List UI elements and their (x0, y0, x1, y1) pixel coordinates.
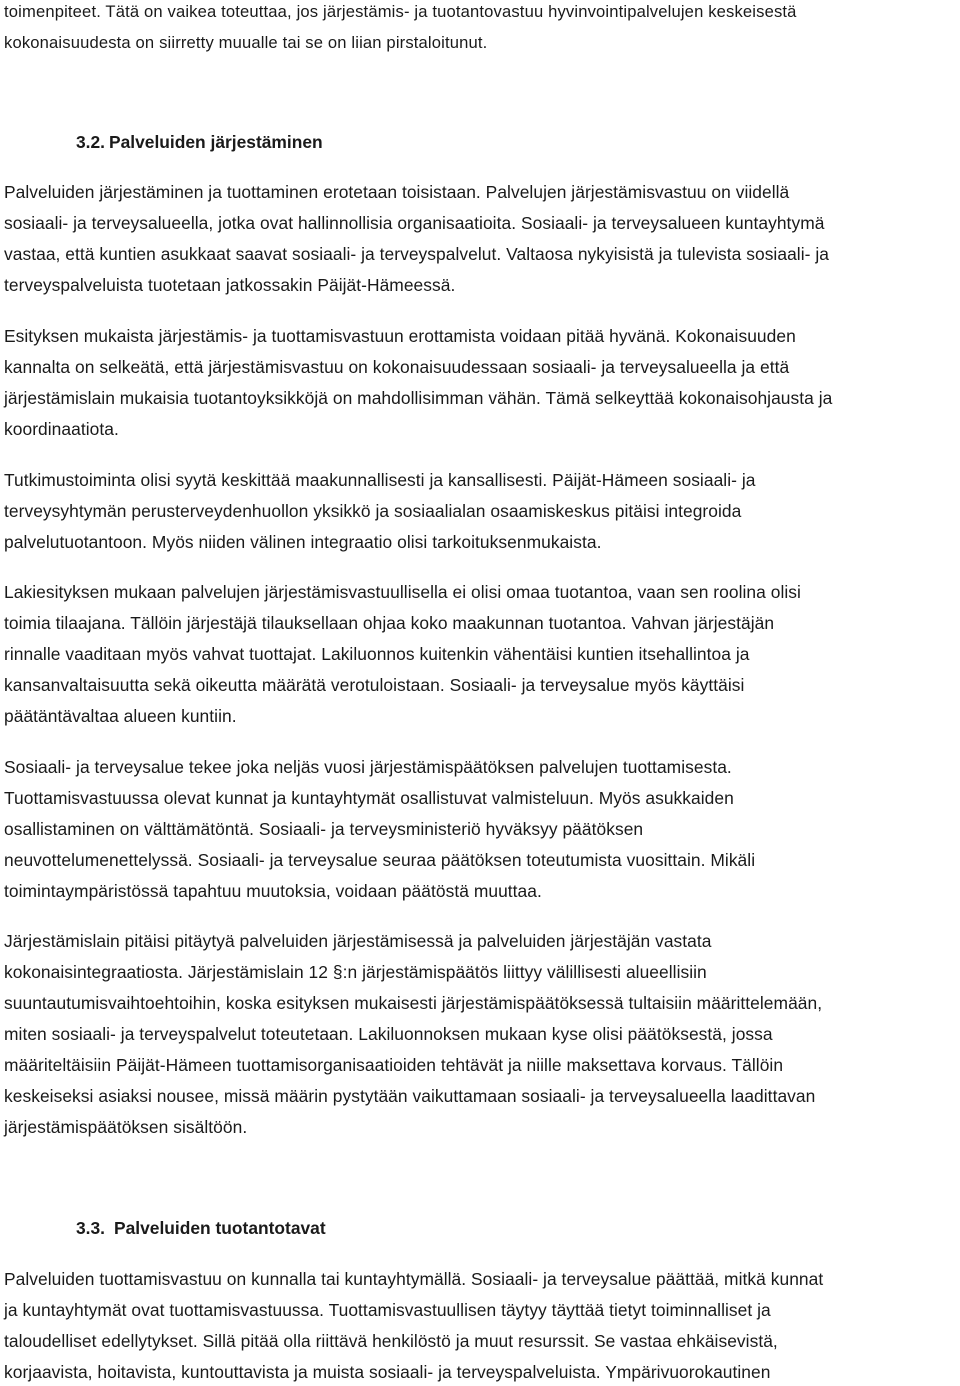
paragraph-line: Tutkimustoiminta olisi syytä keskittää maakunnallisesti ja kansallisesti. Päijät-Hämeen sosiaali- ja (4, 470, 756, 490)
paragraph-line: suuntautumisvaihtoehtoihin, koska esityksen mukaisesti järjestämispäätöksessä tultaisiin määrittelemään, (4, 993, 823, 1013)
paragraph-line: Esityksen mukaista järjestämis- ja tuottamisvastuun erottamista voidaan pitää hyvänä. Kokonaisuuden (4, 326, 796, 346)
paragraph-line: palvelutuotantoon. Myös niiden välinen integraatio olisi tarkoituksenmukaista. (4, 532, 602, 552)
paragraph-line: päätäntävaltaa alueen kuntiin. (4, 706, 237, 726)
paragraph-line: vastaa, että kuntien asukkaat saavat sosiaali- ja terveyspalvelut. Valtaosa nykyisistä ja tulevista sosiaali- ja (4, 244, 829, 264)
paragraph-line: rinnalle vaaditaan myös vahvat tuottajat. Lakiluonnos kuitenkin vähentäisi kuntien itsehallintoa ja (4, 644, 750, 664)
paragraph-line: määriteltäisiin Päijät-Hämeen tuottamisorganisaatioiden tehtävät ja niille maksettava korvaus. Tällöin (4, 1055, 784, 1075)
paragraph-line: Tuottamisvastuussa olevat kunnat ja kuntayhtymät osallistuvat valmisteluun. Myös asukkaiden (4, 788, 734, 808)
section-number: 3.2. (76, 132, 106, 152)
paragraph-line: osallistaminen on välttämätöntä. Sosiaali- ja terveysministeriö hyväksyy päätöksen (4, 819, 644, 839)
section-number: 3.3. (76, 1218, 106, 1238)
paragraph-line: järjestämislain mukaisia tuotantoyksikköjä on mahdollisimman vähän. Tämä selkeyttää kokonaisohjausta ja (4, 388, 833, 408)
paragraph-line: kannalta on selkeätä, että järjestämisvastuu on kokonaisuudessaan sosiaali- ja terveysalueella ja että (4, 357, 790, 377)
paragraph-line: ja kuntayhtymät ovat tuottamisvastuussa. Tuottamisvastuullisen täytyy täyttää tietyt toiminnalliset ja (4, 1300, 771, 1320)
paragraph-line: järjestämispäätöksen sisältöön. (4, 1117, 248, 1137)
paragraph-line: toimia tilaajana. Tällöin järjestäjä tilauksellaan ohjaa koko maakunnan tuotantoa. Vahvan järjestäjän (4, 613, 775, 633)
paragraph-line: Palveluiden tuottamisvastuu on kunnalla tai kuntayhtymällä. Sosiaali- ja terveysalue päättää, mitkä kunnat (4, 1269, 824, 1289)
paragraph-line: taloudelliset edellytykset. Sillä pitää olla riittävä henkilöstö ja muut resurssit. Se vastaa ehkäisevistä, (4, 1331, 778, 1351)
paragraph-line: korjaavista, hoitavista, kuntouttavista ja muista sosiaali- ja terveyspalveluista. Ympärivuorokautinen (4, 1362, 771, 1382)
paragraph-line: koordinaatiota. (4, 419, 119, 439)
paragraph-line: keskeiseksi asiaksi nousee, missä määrin pystytään vaikuttamaan sosiaali- ja terveysalueella laadittavan (4, 1086, 816, 1106)
paragraph-line: miten sosiaali- ja terveyspalvelut toteutetaan. Lakiluonnoksen mukaan kyse olisi päätöksestä, jossa (4, 1024, 773, 1044)
section-heading-3-2 (76, 131, 323, 153)
paragraph-line: neuvottelumenettelyssä. Sosiaali- ja terveysalue seuraa päätöksen toteutumista vuosittain. Mikäli (4, 850, 756, 870)
paragraph-line: sosiaali- ja terveysalueella, jotka ovat hallinnollisia organisaatioita. Sosiaali- ja terveysalueen kuntayhtymä (4, 213, 825, 233)
paragraph-line: Palveluiden järjestäminen ja tuottaminen erotetaan toisistaan. Palvelujen järjestämisvastuu on viidellä (4, 182, 790, 202)
paragraph-line: Lakiesityksen mukaan palvelujen järjestämisvastuullisella ei olisi omaa tuotantoa, vaan sen roolina olisi (4, 582, 801, 602)
section-title: Palveluiden järjestäminen (109, 132, 323, 152)
paragraph-line: kokonaisintegraatiosta. Järjestämislain 12 §:n järjestämispäätös liittyy välillisesti alueellisiin (4, 962, 707, 982)
section-title: Palveluiden tuotantotavat (114, 1218, 326, 1238)
paragraph-line: terveysyhtymän perusterveydenhuollon yksikkö ja sosiaalialan osaamiskeskus pitäisi integroida (4, 501, 742, 521)
section-heading-3-3 (76, 1217, 326, 1239)
paragraph-line: toimintaympäristössä tapahtuu muutoksia, voidaan päätöstä muuttaa. (4, 881, 542, 901)
paragraph-line: terveyspalveluista tuotetaan jatkossakin Päijät-Hämeessä. (4, 275, 456, 295)
paragraph-line: toimenpiteet. Tätä on vaikea toteuttaa, jos järjestämis- ja tuotantovastuu hyvinvointipalvelujen keskeisestä (4, 2, 797, 21)
paragraph-line: kokonaisuudesta on siirretty muualle tai se on liian pirstaloitunut. (4, 33, 488, 52)
paragraph-line: Sosiaali- ja terveysalue tekee joka neljäs vuosi järjestämispäätöksen palvelujen tuottamisesta. (4, 757, 732, 777)
paragraph-line: Järjestämislain pitäisi pitäytyä palveluiden järjestämisessä ja palveluiden järjestäjän vastata (4, 931, 712, 951)
paragraph-line: kansanvaltaisuutta sekä oikeutta määrätä verotuloistaan. Sosiaali- ja terveysalue myös käyttäisi (4, 675, 745, 695)
